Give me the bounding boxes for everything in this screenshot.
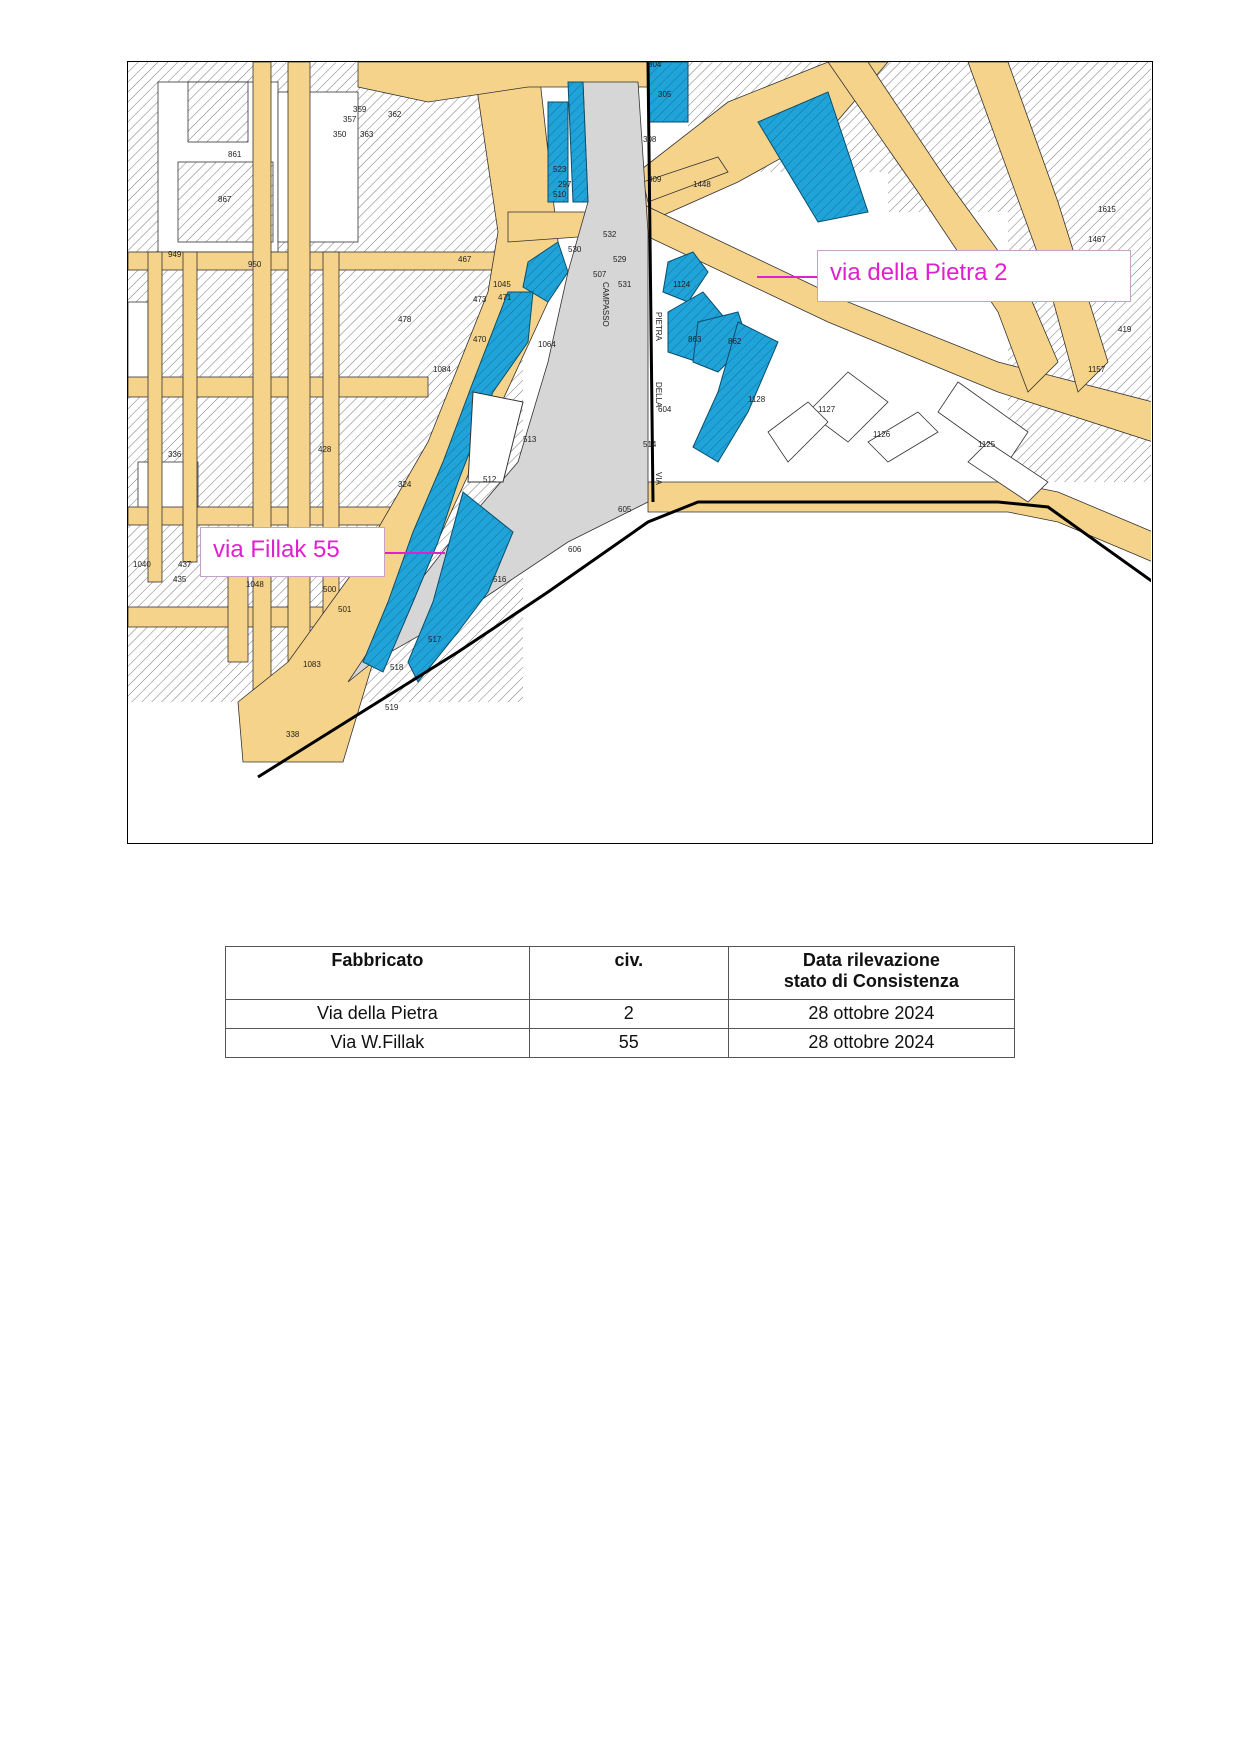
plot-number: 518	[390, 663, 404, 672]
plot-number: 478	[398, 315, 412, 324]
plot-number: 950	[248, 260, 262, 269]
cell-fabbricato: Via W.Fillak	[226, 1029, 530, 1058]
plot-number: 297	[558, 180, 572, 189]
plot-number: 605	[618, 505, 632, 514]
table-header-row	[226, 947, 1015, 1000]
cell-data: 28 ottobre 2024	[728, 1000, 1014, 1029]
plot-number: 359	[353, 105, 367, 114]
callout-leader-pietra	[757, 276, 817, 278]
plot-number: 435	[173, 575, 187, 584]
plot-number: 363	[360, 130, 374, 139]
plot-number: 362	[388, 110, 402, 119]
plot-number: 305	[658, 90, 672, 99]
plot-number: 467	[458, 255, 472, 264]
plot-number: 517	[428, 635, 442, 644]
plot-number: 357	[343, 115, 357, 124]
plot-number: 309	[648, 175, 662, 184]
plot-number: 1048	[246, 580, 264, 589]
plot-number: 529	[613, 255, 627, 264]
plot-number: 862	[728, 337, 742, 346]
street-label-campasso: CAMPASSO	[601, 282, 610, 327]
plot-number: 530	[568, 245, 582, 254]
plot-number: 604	[658, 405, 672, 414]
cell-fabbricato: Via della Pietra	[226, 1000, 530, 1029]
plot-number: 861	[228, 150, 242, 159]
plot-number: 1448	[693, 180, 711, 189]
plot-number: 471	[498, 293, 512, 302]
plot-number: 949	[168, 250, 182, 259]
cell-civ: 2	[529, 1000, 728, 1029]
cell-data: 28 ottobre 2024	[728, 1029, 1014, 1058]
plot-number: 1127	[818, 405, 836, 414]
callout-via-della-pietra: via della Pietra 2	[817, 250, 1131, 302]
plot-number: 304	[648, 62, 662, 69]
plot-number: 1124	[673, 280, 691, 289]
plot-number: 513	[523, 435, 537, 444]
plot-number: 507	[593, 270, 607, 279]
plot-number: 1064	[538, 340, 556, 349]
plot-number: 428	[318, 445, 332, 454]
callout-leader-fillak	[385, 552, 445, 554]
plot-number: 519	[385, 703, 399, 712]
plot-number: 1157	[1088, 365, 1106, 374]
plot-number: 512	[483, 475, 497, 484]
plot-number: 350	[333, 130, 347, 139]
plot-number: 523	[553, 165, 567, 174]
header-data-rilevazione	[728, 947, 1014, 1000]
header-fabbricato: Fabbricato	[226, 947, 530, 1000]
plot-number: 867	[218, 195, 232, 204]
plot-number: 1084	[433, 365, 451, 374]
table-row	[226, 1029, 1015, 1058]
plot-number: 1126	[873, 430, 891, 439]
header-civ: civ.	[529, 947, 728, 1000]
plot-number: 500	[323, 585, 337, 594]
plot-number: 1040	[133, 560, 151, 569]
callout-via-fillak: via Fillak 55	[200, 527, 385, 577]
plot-number: 514	[643, 440, 657, 449]
plot-number: 437	[178, 560, 192, 569]
buildings-table	[225, 946, 1015, 1058]
plot-number: 531	[618, 280, 632, 289]
plot-number: 1615	[1098, 205, 1116, 214]
cadastral-map	[127, 61, 1153, 844]
plot-number: 1467	[1088, 235, 1106, 244]
street-label-della: DELLA	[654, 382, 663, 408]
plot-number: 336	[168, 450, 182, 459]
plot-number: 1128	[748, 395, 766, 404]
plot-number: 470	[473, 335, 487, 344]
plot-number: 1125	[978, 440, 996, 449]
cell-civ: 55	[529, 1029, 728, 1058]
plot-number: 532	[603, 230, 617, 239]
plot-number: 308	[643, 135, 657, 144]
plot-number: 606	[568, 545, 582, 554]
plot-number: 473	[473, 295, 487, 304]
plot-number: 324	[398, 480, 412, 489]
plot-number: 516	[493, 575, 507, 584]
header-data-line2: stato di Consistenza	[783, 971, 959, 991]
street-label-pietra: PIETRA	[654, 312, 663, 341]
plot-number: 863	[688, 335, 702, 344]
plot-number: 419	[1118, 325, 1132, 334]
plot-number: 1083	[303, 660, 321, 669]
header-data-line1: Data rilevazione	[802, 950, 940, 970]
street-label-via: VIA	[654, 472, 663, 485]
plot-number: 510	[553, 190, 567, 199]
plot-number: 1045	[493, 280, 511, 289]
plot-number: 338	[286, 730, 300, 739]
plot-number: 501	[338, 605, 352, 614]
table-row	[226, 1000, 1015, 1029]
